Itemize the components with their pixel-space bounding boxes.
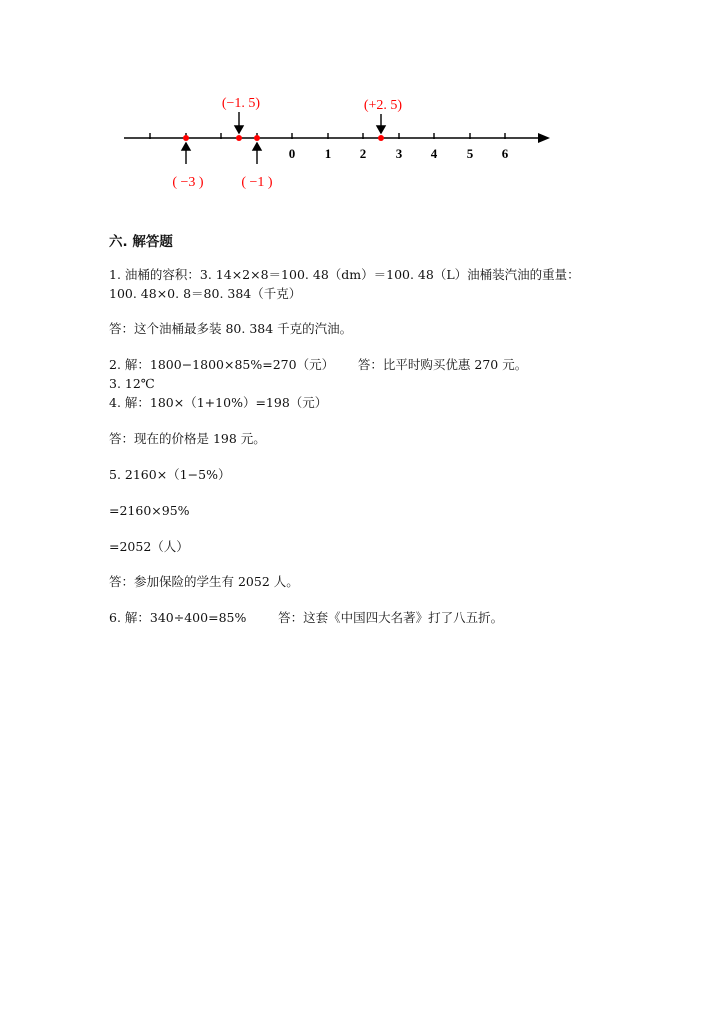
- tick-label-2: 2: [359, 146, 367, 161]
- answer-line-9: =2160×95%: [109, 503, 190, 518]
- tick-label-4: 4: [430, 146, 438, 161]
- arrowhead-up-neg-1-icon: [253, 143, 261, 150]
- axis-arrowhead-icon: [538, 133, 550, 143]
- section-title: 六. 解答题: [109, 234, 173, 250]
- point-pos-2-5: [378, 135, 384, 141]
- tick-label-1: 1: [324, 146, 332, 161]
- answer-line-5: 3. 12℃: [109, 376, 155, 391]
- number-line-figure: [110, 88, 570, 198]
- answer-line-11: 答：参加保险的学生有 2052 人。: [109, 574, 299, 589]
- answer-line-12: 6. 解：340÷400=85% 答：这套《中国四大名著》打了八五折。: [109, 610, 504, 625]
- answer-line-1: 1. 油桶的容积：3. 14×2×8＝100. 48（dm）＝100. 48（L）油桶装汽油的重量：: [109, 267, 580, 282]
- answer-line-10: =2052（人）: [109, 539, 189, 554]
- answer-pos-2-5: (+2. 5): [363, 98, 403, 113]
- tick-label-0: 0: [288, 146, 296, 161]
- answer-neg-1-5: (−1. 5): [221, 96, 261, 111]
- tick-label-3: 3: [395, 146, 403, 161]
- answer-line-7: 答：现在的价格是 198 元。: [109, 431, 266, 446]
- arrowhead-down-pos-2-5-icon: [377, 126, 385, 133]
- answer-line-3: 答：这个油桶最多装 80. 384 千克的汽油。: [109, 321, 353, 336]
- point-neg-1-5: [236, 135, 242, 141]
- arrowhead-up-neg-3-icon: [182, 143, 190, 150]
- answer-line-8: 5. 2160×（1−5%）: [109, 467, 231, 482]
- point-neg-3: [183, 135, 189, 141]
- answer-neg-1: ( −1 ): [241, 175, 273, 190]
- answer-line-2: 100. 48×0. 8＝80. 384（千克）: [109, 286, 302, 301]
- tick-label-5: 5: [466, 146, 474, 161]
- arrowhead-down-neg-1-5-icon: [235, 126, 243, 133]
- point-neg-1: [254, 135, 260, 141]
- tick-label-6: 6: [501, 146, 509, 161]
- answer-line-6: 4. 解：180×（1+10%）=198（元）: [109, 395, 328, 410]
- answer-neg-3: ( −3 ): [172, 175, 204, 190]
- answer-line-4: 2. 解：1800−1800×85%=270（元） 答：比平时购买优惠 270 元。: [109, 357, 528, 372]
